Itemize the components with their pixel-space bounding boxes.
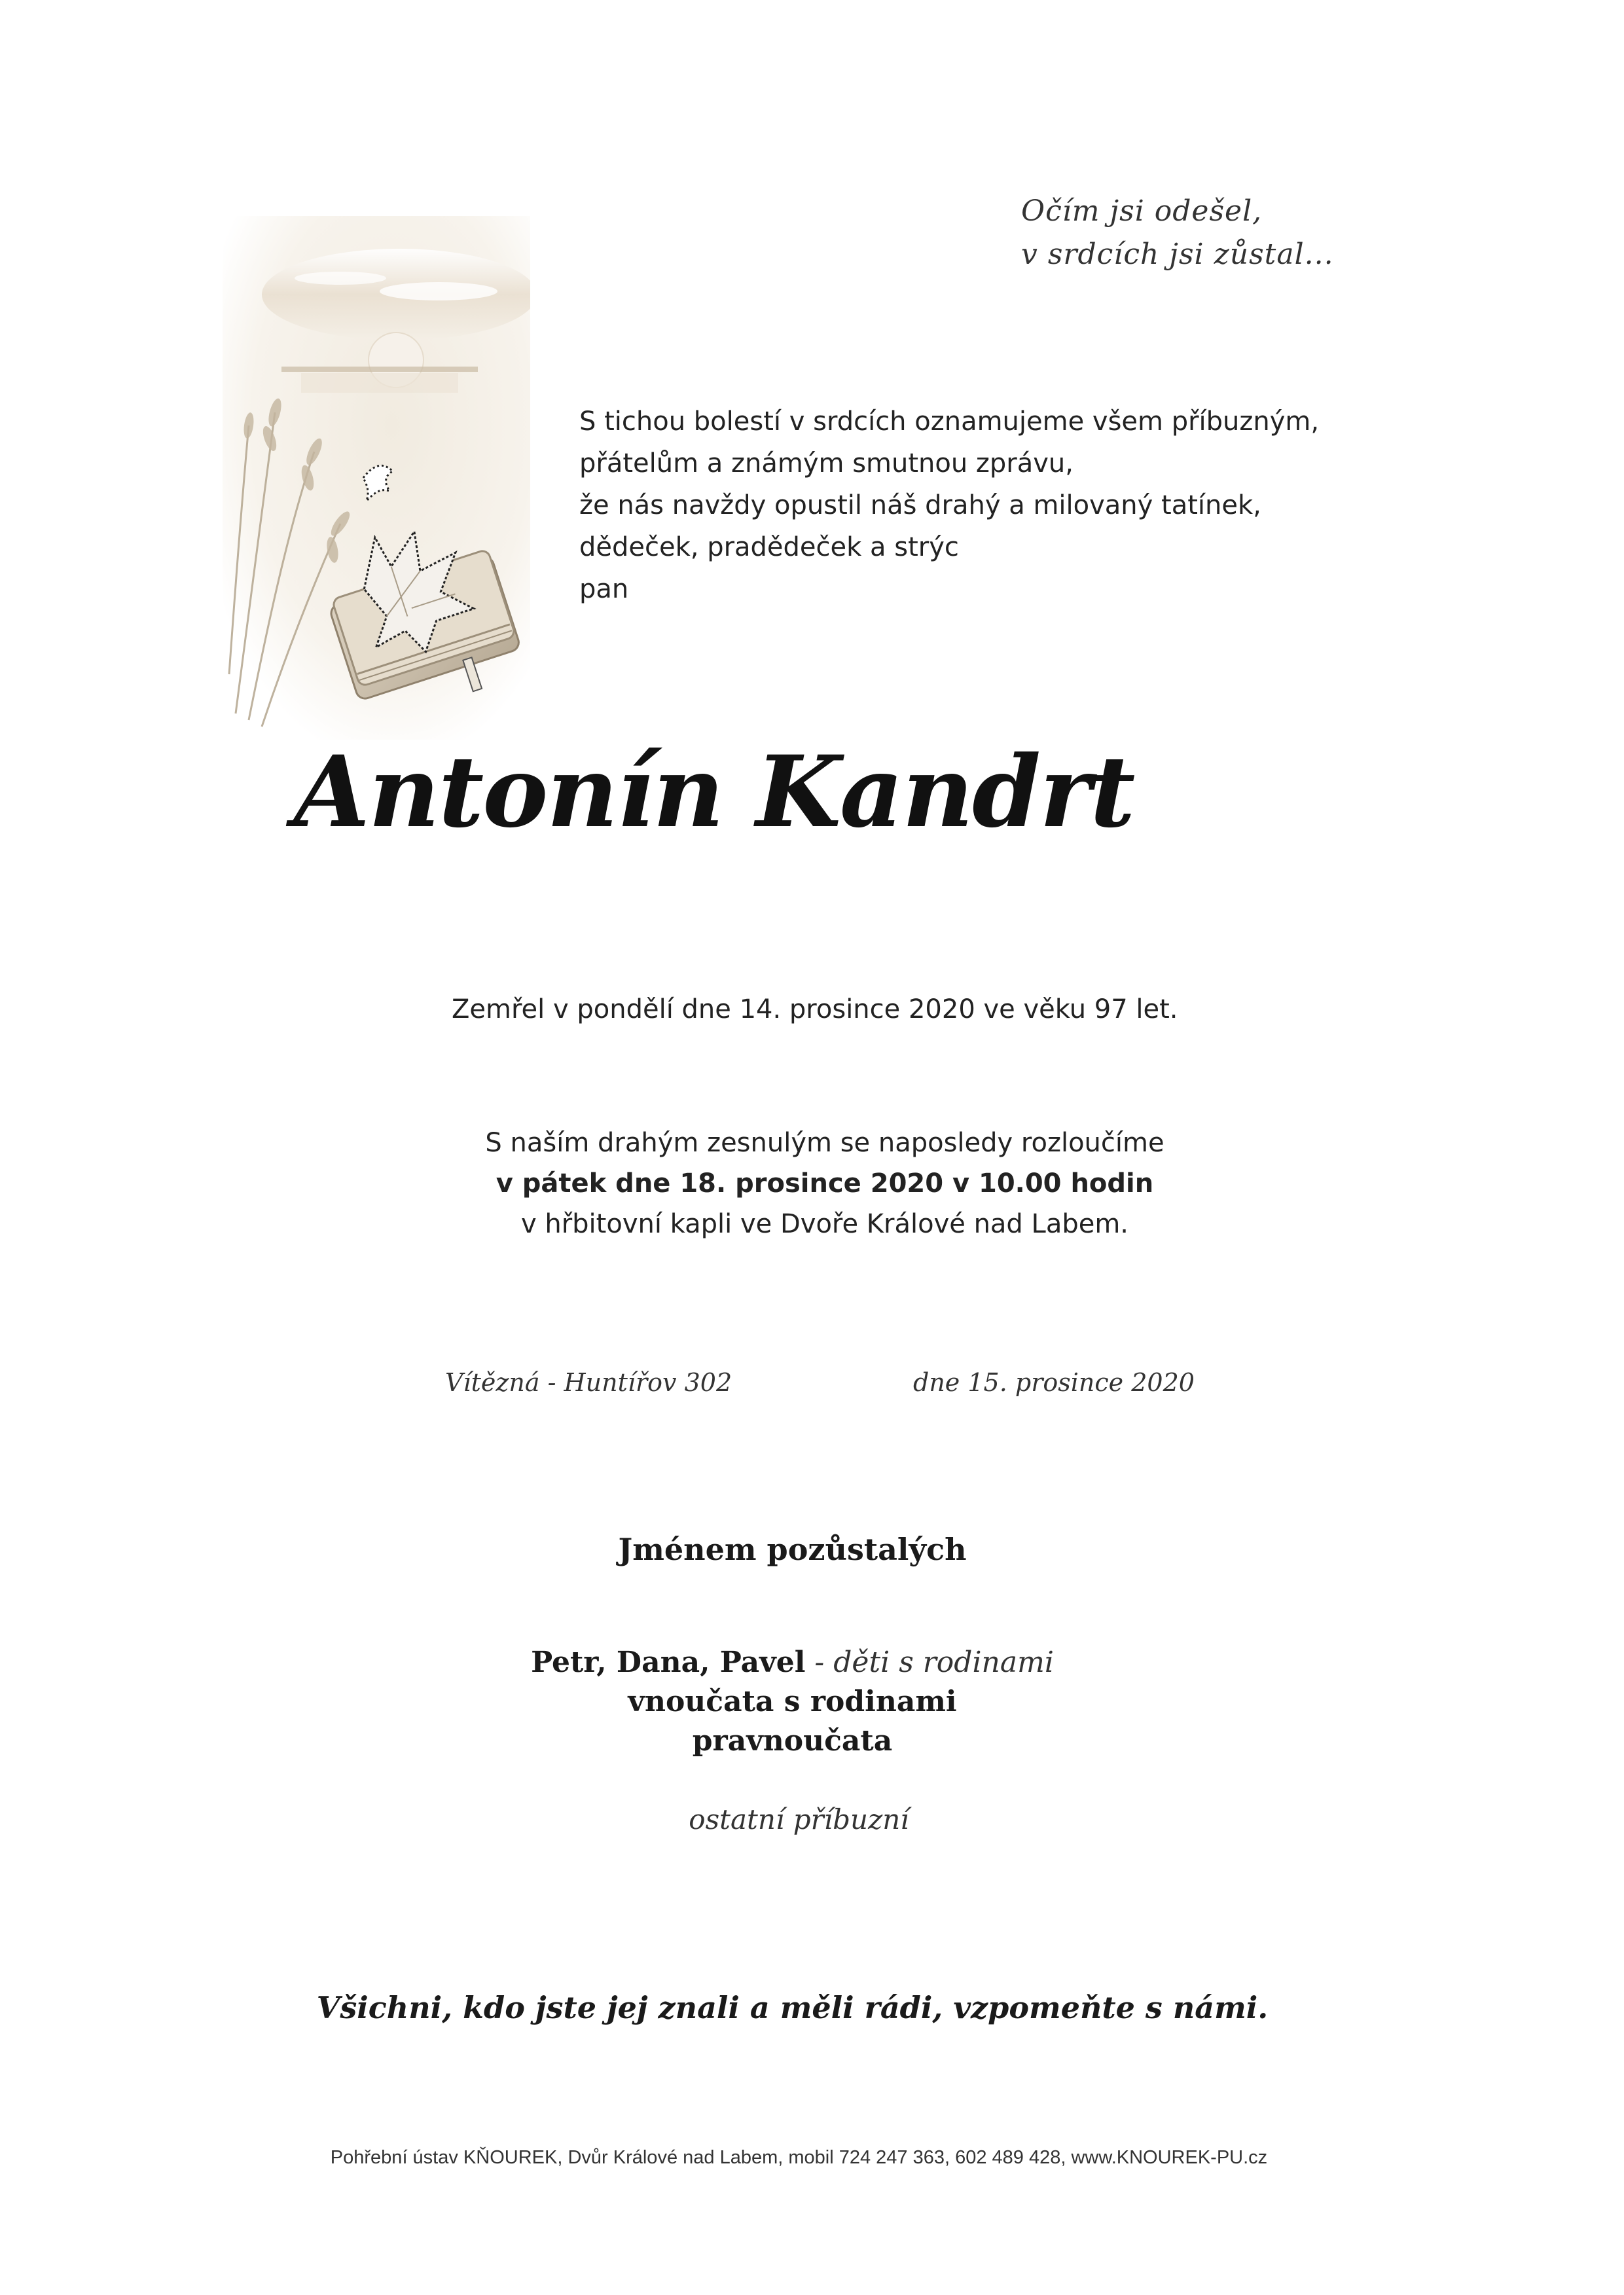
children-role: - děti s rodinami xyxy=(805,1646,1054,1679)
motto xyxy=(1021,190,1479,276)
announcement-line-5: pan xyxy=(579,574,629,604)
announcement-line-1: S tichou bolestí v srdcích oznamujeme všem příbuzným, xyxy=(579,407,1320,437)
book-with-leaf-icon xyxy=(223,216,530,740)
other-relatives-text: ostatní příbuzní xyxy=(689,1803,909,1835)
notice-date: dne 15. prosince 2020 xyxy=(913,1368,1195,1397)
footer-text: Pohřební ústav KŇOUREK, Dvůr Králové nad Labem, mobil 724 247 363, 602 489 428, www.KNOUREK-PU.cz xyxy=(330,2147,1268,2168)
closing-line xyxy=(0,1990,1624,2025)
farewell-datetime: v pátek dne 18. prosince 2020 v 10.00 hodin xyxy=(496,1168,1154,1199)
announcement-line-3: že nás navždy opustil náš drahý a milovaný tatínek, xyxy=(579,490,1261,520)
family-address: Vítězná - Huntířov 302 xyxy=(445,1368,732,1397)
memorial-illustration xyxy=(223,216,530,740)
farewell-location: v hřbitovní kapli ve Dvoře Králové nad Labem. xyxy=(520,1209,1129,1239)
deceased-name-block xyxy=(0,733,1624,851)
deceased-name: Antonín Kandrt xyxy=(293,734,1134,850)
motto-line-2: v srdcích jsi zůstal... xyxy=(1021,238,1334,271)
funeral-home-footer xyxy=(0,2147,1624,2169)
great-grandchildren: pravnoučata xyxy=(692,1724,893,1758)
farewell-line-1: S naším drahým zesnulým se naposledy rozloučíme xyxy=(485,1128,1164,1158)
other-relatives xyxy=(0,1803,1624,1835)
announcement-line-4: dědeček, pradědeček a strýc xyxy=(579,532,959,562)
announcement-line-2: přátelům a známým smutnou zprávu, xyxy=(579,448,1074,479)
children-names: Petr, Dana, Pavel xyxy=(531,1646,806,1679)
on-behalf-heading xyxy=(0,1532,1624,1567)
closing-text: Všichni, kdo jste jej znali a měli rádi, vzpomeňte s námi. xyxy=(316,1990,1269,2025)
on-behalf-text: Jménem pozůstalých xyxy=(618,1532,967,1567)
farewell-info xyxy=(353,1123,1296,1244)
grandchildren: vnoučata s rodinami xyxy=(628,1685,957,1718)
death-notice: Zemřel v pondělí dne 14. prosince 2020 ve věku 97 let. xyxy=(452,994,1178,1024)
survivors-list xyxy=(0,1643,1624,1761)
announcement xyxy=(579,401,1430,610)
motto-line-1: Očím jsi odešel, xyxy=(1021,194,1263,228)
